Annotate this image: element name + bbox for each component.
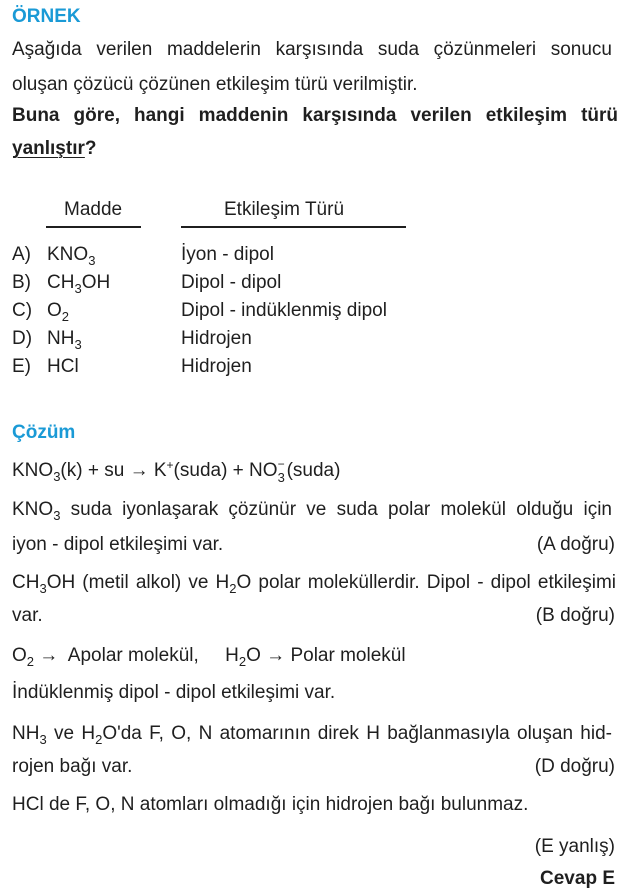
formula-subscript: 2 xyxy=(61,309,70,324)
formula-text: NH xyxy=(47,328,75,349)
verdict-b: (B doğru) xyxy=(535,605,615,626)
formula-text: KNO xyxy=(12,499,54,520)
verdict-a: (A doğru) xyxy=(536,534,615,555)
question-line-1: Buna göre, hangi maddenin karşısında verilen etkileşim türü xyxy=(12,105,618,126)
question-mark: ? xyxy=(84,138,97,159)
formula-text: O xyxy=(12,645,27,666)
option-letter: A) xyxy=(12,244,31,265)
polarity-comparison xyxy=(12,645,406,669)
reaction-arrow-icon: → xyxy=(129,460,149,481)
formula-text: KNO xyxy=(47,244,89,265)
explanation-d-line-1 xyxy=(12,723,612,747)
verdict-d: (D doğru) xyxy=(534,756,615,777)
answer-label: Cevap E xyxy=(540,868,615,889)
option-substance xyxy=(47,300,70,324)
example-heading: ÖRNEK xyxy=(12,6,81,27)
option-row-b xyxy=(12,273,31,293)
option-row-d xyxy=(12,329,32,349)
option-interaction: Hidrojen xyxy=(181,328,252,349)
solution-heading: Çözüm xyxy=(12,422,76,443)
formula-subscript: 3 xyxy=(74,281,82,296)
explanation-a-line-2: iyon - dipol etkileşimi var. xyxy=(12,534,224,555)
formula-subscript: 3 xyxy=(53,508,61,523)
option-substance xyxy=(47,328,82,352)
formula-tail: OH xyxy=(81,272,111,293)
option-interaction: İyon - dipol xyxy=(181,244,274,265)
paragraph-text: Polar molekül xyxy=(285,645,406,666)
formula-subscript: 2 xyxy=(95,732,103,747)
column-header-substance: Madde xyxy=(64,199,123,220)
verdict-e: (E yanlış) xyxy=(534,836,615,857)
option-substance xyxy=(47,272,111,296)
question-emphasis: yanlıştır xyxy=(12,138,85,159)
option-interaction: Dipol - dipol xyxy=(181,272,282,293)
formula-subscript: 3 xyxy=(74,337,82,352)
eq-text: (suda) + NO xyxy=(173,460,278,481)
paragraph-text: O'da F, O, N atomarının direk H bağlanmasıyla oluşan hid- xyxy=(102,723,612,744)
option-row-c xyxy=(12,301,32,321)
header-underline-interaction xyxy=(181,226,406,228)
explanation-c: İndüklenmiş dipol - dipol etkileşimi var. xyxy=(12,682,336,703)
eq-text: K xyxy=(148,460,167,481)
formula-subscript: 2 xyxy=(26,654,35,669)
formula-subscript: 3 xyxy=(88,253,96,268)
paragraph-text: ve H xyxy=(46,723,96,744)
formula-subscript: 2 xyxy=(229,581,237,596)
intro-line-2: oluşan çözücü çözünen etkileşim türü verilmiştir. xyxy=(12,74,418,95)
arrow-icon: → xyxy=(266,645,286,666)
paragraph-text: OH (metil alkol) ve H xyxy=(46,572,230,593)
eq-subscript: 3 xyxy=(277,470,285,485)
formula-subscript: 3 xyxy=(39,581,47,596)
option-letter: E) xyxy=(12,356,31,377)
option-row-e xyxy=(12,357,31,377)
paragraph-text: O xyxy=(246,645,267,666)
eq-subscript: 3 xyxy=(53,469,61,484)
eq-text: (suda) xyxy=(286,460,341,481)
explanation-a-line-1 xyxy=(12,499,612,523)
option-letter: D) xyxy=(12,328,33,349)
paragraph-text: O polar moleküllerdir. Dipol - dipol etkileşimi xyxy=(236,572,617,593)
explanation-b-line-1 xyxy=(12,572,617,596)
eq-superscript: − xyxy=(277,457,285,471)
column-header-interaction: Etkileşim Türü xyxy=(224,199,345,220)
formula-text: O xyxy=(47,300,62,321)
arrow-icon: → xyxy=(34,645,64,666)
eq-text: (k) + su xyxy=(60,460,130,481)
paragraph-text: suda iyonlaşarak çözünür ve suda polar molekül olduğu için xyxy=(60,499,612,520)
explanation-d-line-2: rojen bağı var. xyxy=(12,756,133,777)
option-substance xyxy=(47,357,79,377)
option-interaction: Hidrojen xyxy=(181,356,252,377)
intro-line-1: Aşağıda verilen maddelerin karşısında suda çözünmeleri sonucu xyxy=(12,39,612,60)
eq-charge-stack xyxy=(277,457,287,485)
formula-subscript: 2 xyxy=(238,654,247,669)
formula-text: HCl xyxy=(47,356,79,377)
formula-subscript: 3 xyxy=(39,732,47,747)
eq-superscript: + xyxy=(166,458,174,472)
explanation-b-line-2: var. xyxy=(12,605,43,626)
option-letter: B) xyxy=(12,272,31,293)
paragraph-text: Apolar molekül, H xyxy=(63,645,239,666)
option-interaction: Dipol - indüklenmiş dipol xyxy=(181,300,387,321)
formula-text: NH xyxy=(12,723,40,744)
eq-text: KNO xyxy=(12,460,54,481)
option-letter: C) xyxy=(12,300,33,321)
dissolution-equation xyxy=(12,457,341,485)
formula-text: CH xyxy=(12,572,40,593)
option-substance xyxy=(47,244,96,268)
formula-text: CH xyxy=(47,272,75,293)
explanation-e: HCl de F, O, N atomları olmadığı için hidrojen bağı bulunmaz. xyxy=(12,794,529,815)
option-row-a xyxy=(12,245,31,265)
question-line-2 xyxy=(12,139,96,159)
header-underline-substance xyxy=(46,226,141,228)
